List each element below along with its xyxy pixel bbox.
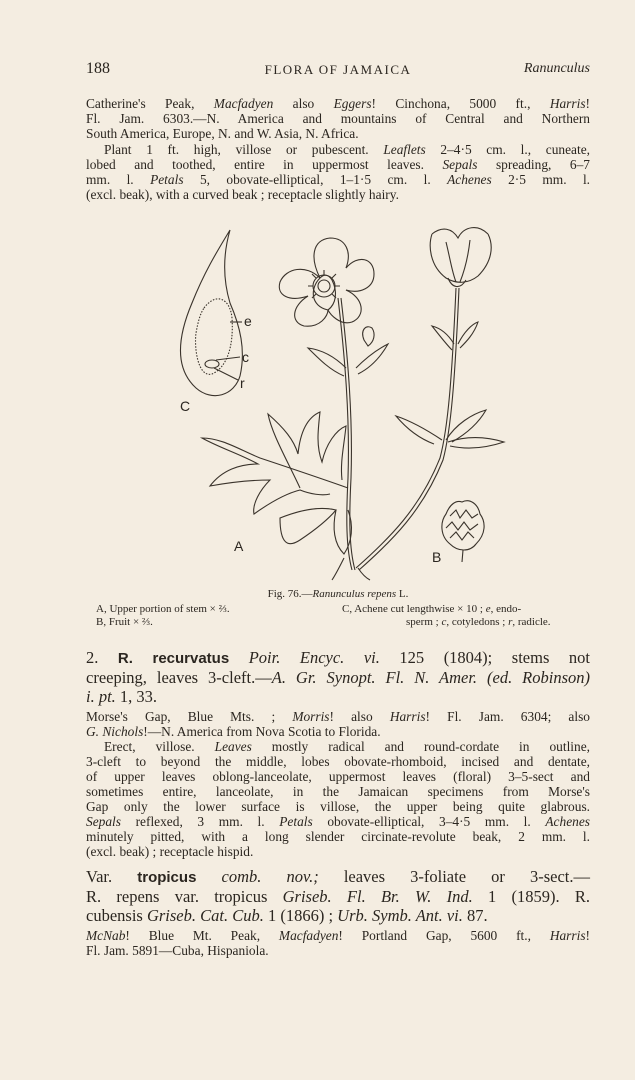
text-line: South America, Europe, N. and W. Asia, N. Africa.	[86, 126, 359, 141]
label-c-small: c	[242, 349, 249, 365]
achene-section-c	[181, 230, 243, 396]
label-r: r	[240, 375, 245, 391]
text-line: Catherine's Peak, Macfadyen also Eggers! Cinchona, 5000 ft., Harris!	[86, 96, 591, 111]
flower-bud	[430, 228, 491, 287]
species-entry-recurvatus	[86, 648, 590, 706]
fruit-b	[442, 501, 484, 562]
text-line: Fl. Jam. 6303.—N. America and mountains of Central and Northern	[86, 111, 590, 126]
text-line: G. Nichols!—N. America from Nova Scotia to Florida.	[86, 724, 381, 739]
running-header	[86, 60, 590, 82]
text-line: 3-cleft to beyond the middle, lobes obovate-rhomboid, incised and dentate,	[86, 754, 590, 769]
label-b: B	[432, 549, 442, 565]
description-paragraph-1	[86, 142, 590, 202]
running-title: FLORA OF JAMAICA	[264, 62, 412, 77]
text-line: cubensis Griseb. Cat. Cub. 1 (1866) ; Urb. Symb. Ant. vi. 87.	[86, 906, 488, 925]
text-line: i. pt. 1, 33.	[86, 687, 158, 706]
text-line: McNab! Blue Mt. Peak, Macfadyen! Portland Gap, 5600 ft., Harris!	[86, 928, 591, 943]
text-line: Plant 1 ft. high, villose or pubescent. Leaflets 2–4·5 cm. l., cuneate,	[104, 142, 590, 157]
distribution-paragraph-3	[86, 928, 590, 958]
text-line: Morse's Gap, Blue Mts. ; Morris! also Harris! Fl. Jam. 6304; also	[86, 709, 590, 724]
text-line: sometimes entire, lanceolate, in the Jamaican specimens from Morse's	[86, 784, 590, 799]
text-line: (excl. beak), with a curved beak ; receptacle slightly hairy.	[86, 187, 399, 202]
ranunculus-drawing	[160, 218, 520, 588]
text-line: lobed and toothed, entire in uppermost leaves. Sepals spreading, 6–7	[86, 157, 590, 172]
text-line: Erect, villose. Leaves mostly radical and round-cordate in outline,	[104, 739, 591, 754]
text-line: of upper leaves oblong-lanceolate, uppermost leaves (floral) 3–5-sect and	[86, 769, 590, 784]
text-line: Sepals reflexed, 3 mm. l. Petals obovate-elliptical, 3–4·5 mm. l. Achenes	[86, 814, 590, 829]
caption-left: A, Upper portion of stem × ⅔. B, Fruit × ⅔.	[96, 603, 230, 628]
figure-caption	[86, 588, 590, 631]
label-e: e	[244, 313, 252, 329]
label-c: C	[180, 398, 191, 414]
figure-title: Fig. 76.—Ranunculus repens L.	[267, 588, 409, 600]
text-line: R. repens var. tropicus Griseb. Fl. Br. W. Ind. 1 (1859). R.	[86, 887, 590, 906]
text-line: (excl. beak) ; receptacle hispid.	[86, 844, 254, 859]
text-line: Fl. Jam. 5891—Cuba, Hispaniola.	[86, 943, 269, 958]
variety-entry-tropicus	[86, 867, 590, 925]
distribution-paragraph-2	[86, 709, 590, 739]
text-line: mm. l. Petals 5, obovate-elliptical, 1–1·5 cm. l. Achenes 2·5 mm. l.	[86, 172, 591, 187]
caption-right: C, Achene cut lengthwise × 10 ; e, endo- sperm ; c, cotyledons ; r, radicle.	[342, 603, 551, 628]
text-line: 2. R. recurvatus Poir. Encyc. vi. 125 (1804); stems not	[86, 648, 590, 667]
upper-leaf	[308, 322, 504, 448]
text-line: minutely pitted, with a long slender circinate-revolute beak, 2 mm. l.	[86, 829, 590, 844]
page-number: 188	[86, 60, 110, 77]
botanical-illustration	[160, 218, 520, 588]
small-bud	[363, 327, 374, 346]
text-line: creeping, leaves 3-cleft.—A. Gr. Synopt. Fl. N. Amer. (ed. Robinson)	[86, 668, 590, 687]
text-line: Var. tropicus comb. nov.; leaves 3-foliate or 3-sect.—	[86, 867, 591, 886]
open-flower	[279, 238, 374, 326]
label-a: A	[234, 538, 244, 554]
text-line: Gap only the lower surface is villose, the upper being quite glabrous.	[86, 799, 590, 814]
description-paragraph-2	[86, 739, 590, 859]
distribution-paragraph-1	[86, 96, 590, 141]
running-genus: Ranunculus	[523, 61, 590, 76]
lower-leaf	[202, 412, 351, 554]
